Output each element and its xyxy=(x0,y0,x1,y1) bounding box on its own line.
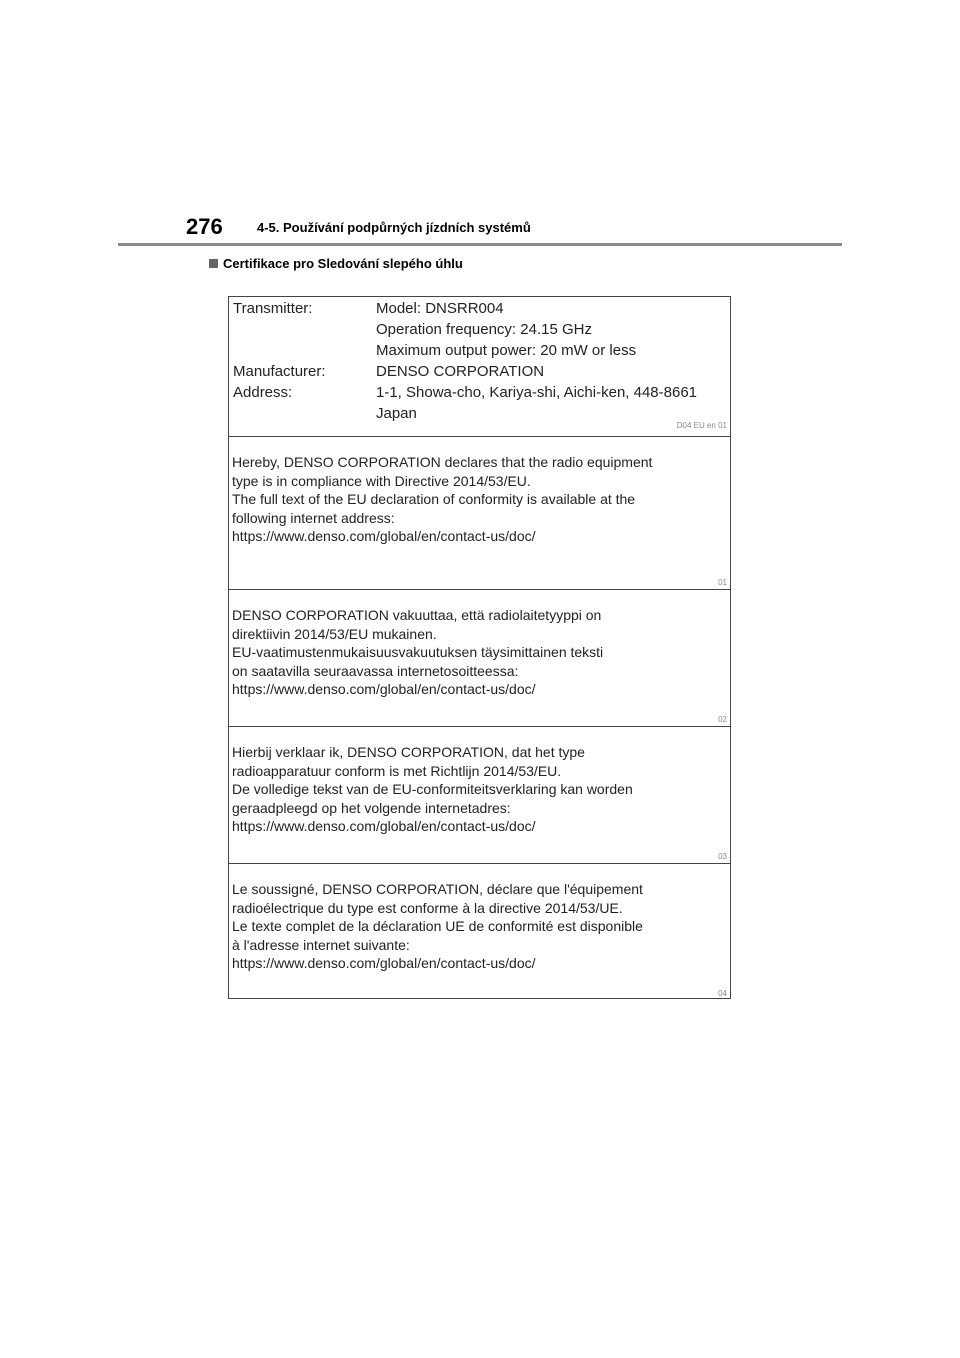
declaration-panel-nl xyxy=(229,727,730,864)
declaration-text xyxy=(232,743,633,836)
header-divider xyxy=(118,243,842,246)
declaration-line: radioélectrique du type est conforme à la directive 2014/53/UE. xyxy=(232,899,623,916)
declaration-panel-fi xyxy=(229,590,730,727)
declaration-line: type is in compliance with Directive 2014/53/EU. xyxy=(232,472,531,489)
declaration-text xyxy=(232,606,603,699)
spec-value: 1-1, Showa-cho, Kariya-shi, Aichi-ken, 448-8661 xyxy=(376,384,698,401)
section-heading-text: Certifikace pro Sledování slepého úhlu xyxy=(223,256,463,271)
spec-value: Maximum output power: 20 mW or less xyxy=(376,342,637,359)
spec-value: Model: DNSRR004 xyxy=(376,300,504,317)
spec-row-address xyxy=(233,384,697,401)
panel-code: 04 xyxy=(718,989,727,998)
declaration-line: à l'adresse internet suivante: xyxy=(232,936,410,953)
declaration-panel-en xyxy=(229,437,730,590)
panel-code: 03 xyxy=(718,852,727,861)
spec-label: Address: xyxy=(233,384,293,401)
declaration-url: https://www.denso.com/global/en/contact-us/doc/ xyxy=(232,528,536,544)
spec-value: DENSO CORPORATION xyxy=(376,363,545,380)
declaration-line: direktiivin 2014/53/EU mukainen. xyxy=(232,625,437,642)
spec-row-frequency xyxy=(233,321,592,338)
panel-code: 01 xyxy=(718,578,727,587)
declaration-line: The full text of the EU declaration of conformity is available at the xyxy=(232,491,636,507)
declaration-url: https://www.denso.com/global/en/contact-us/doc/ xyxy=(232,681,536,697)
declaration-line: geraadpleegd op het volgende internetadres: xyxy=(232,799,511,816)
declaration-line: EU-vaatimustenmukaisuusvakuutuksen täysimittainen teksti xyxy=(232,644,604,660)
spec-row-transmitter xyxy=(233,300,504,317)
panel-code: 02 xyxy=(718,715,727,724)
spec-row-country xyxy=(233,405,417,422)
square-bullet-icon xyxy=(209,259,218,268)
section-heading xyxy=(209,256,463,271)
declaration-panel-fr xyxy=(229,864,730,1000)
spec-value: Operation frequency: 24.15 GHz xyxy=(376,321,592,338)
panel-code: D04 EU en 01 xyxy=(676,421,727,430)
spec-row-manufacturer xyxy=(233,363,544,380)
declaration-line: DENSO CORPORATION vakuuttaa, että radiolaitetyyppi on xyxy=(232,607,602,623)
declaration-url: https://www.denso.com/global/en/contact-us/doc/ xyxy=(232,818,536,834)
declaration-line: radioapparatuur conform is met Richtlijn 2014/53/EU. xyxy=(232,762,562,779)
declaration-line: on saatavilla seuraavassa internetosoitteessa: xyxy=(232,662,519,679)
declaration-text xyxy=(232,453,652,546)
page-number: 276 xyxy=(186,214,223,239)
declaration-line: De volledige tekst van de EU-conformiteitsverklaring kan worden xyxy=(232,781,633,797)
declaration-line: Hereby, DENSO CORPORATION declares that the radio equipment xyxy=(232,454,653,470)
spec-label: Manufacturer: xyxy=(233,363,326,380)
spec-value: Japan xyxy=(376,405,417,422)
declaration-line: following internet address: xyxy=(232,509,395,526)
spec-row-power xyxy=(233,342,636,359)
spec-label: Transmitter: xyxy=(233,300,313,317)
declaration-line: Le texte complet de la déclaration UE de conformité est disponible xyxy=(232,918,643,934)
chapter-title: 4-5. Používání podpůrných jízdních systémů xyxy=(257,220,531,235)
declaration-text xyxy=(232,880,643,973)
declaration-line: Hierbij verklaar ik, DENSO CORPORATION, dat het type xyxy=(232,744,585,760)
declaration-line: Le soussigné, DENSO CORPORATION, déclare que l'équipement xyxy=(232,881,643,897)
specs-panel xyxy=(229,297,730,437)
certification-box xyxy=(228,296,731,999)
declaration-url: https://www.denso.com/global/en/contact-us/doc/ xyxy=(232,955,536,971)
